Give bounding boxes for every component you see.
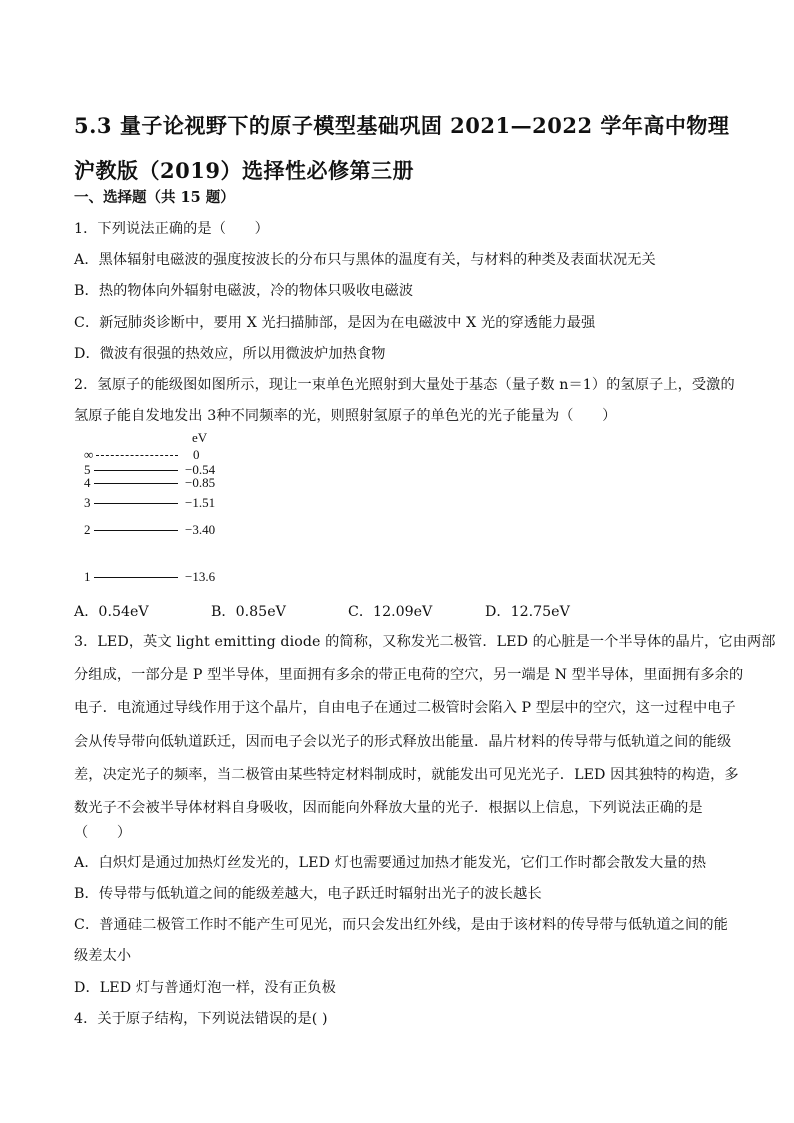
q1-option-b: B．热的物体向外辐射电磁波，冷的物体只吸收电磁波 <box>74 283 414 299</box>
level-line-3 <box>94 503 178 504</box>
document-title: 5.3 量子论视野下的原子模型基础巩固 2021—2022 学年高中物理沪教版（2019）选择性必修第三册 <box>74 113 730 183</box>
section-heading: 一、选择题（共 15 题） <box>74 189 235 206</box>
level-energy-1: −13.6 <box>185 569 216 584</box>
q3-line-6: 数光子不会被半导体材料自身吸收，因而能向外释放大量的光子．根据以上信息，下列说法正确的是 <box>74 800 703 816</box>
q3-option-c-line2: 级差太小 <box>74 948 132 964</box>
energy-level-diagram <box>84 430 234 590</box>
q3-option-a: A．白炽灯是通过加热灯丝发光的，LED 灯也需要通过加热才能发光，它们工作时都会散发大量的热 <box>74 855 707 871</box>
q3-line-2: 分组成，一部分是 P 型半导体，里面拥有多余的带正电荷的空穴，另一端是 N 型半导体，里面拥有多余的 <box>74 667 744 683</box>
level-energy-2: −3.40 <box>185 522 216 537</box>
level-label-4: 4 <box>84 475 91 490</box>
level-energy-4: −0.85 <box>185 475 216 490</box>
q3-line-4: 会从传导带向低轨道跃迁，因而电子会以光子的形式释放出能量．晶片材料的传导带与低轨道之间的能级 <box>74 734 732 750</box>
q2-option-d: D．12.75eV <box>485 604 570 620</box>
level-label-3: 3 <box>84 495 91 510</box>
level-label-5: 5 <box>84 462 91 477</box>
q2-option-a: A．0.54eV <box>74 604 149 620</box>
level-line-5 <box>94 470 178 471</box>
q2-stem-line2: 氢原子能自发地发出 3种不同频率的光，则照射氢原子的单色光的光子能量为（ ） <box>74 408 617 424</box>
q3-option-c-line1: C．普通硅二极管工作时不能产生可见光，而只会发出红外线，是由于该材料的传导带与低轨道之间的能 <box>74 917 728 933</box>
q1-option-d: D．微波有很强的热效应，所以用微波炉加热食物 <box>74 346 386 362</box>
q3-line-1: 3．LED，英文 light emitting diode 的简称，又称发光二极管．LED 的心脏是一个半导体的晶片，它由两部 <box>74 634 776 650</box>
q3-option-d: D．LED 灯与普通灯泡一样，没有正负极 <box>74 980 336 996</box>
q2-option-b: B．0.85eV <box>211 604 286 620</box>
level-label-infinity: ∞ <box>84 447 94 462</box>
level-label-2: 2 <box>84 522 91 537</box>
level-energy-3: −1.51 <box>185 495 216 510</box>
level-label-1: 1 <box>84 569 91 584</box>
q3-line-3: 电子．电流通过导线作用于这个晶片，自由电子在通过二极管时会陷入 P 型层中的空穴，这一过程中电子 <box>74 700 736 716</box>
level-line-1 <box>94 577 178 578</box>
level-line-2 <box>94 530 178 531</box>
q2-option-c: C．12.09eV <box>348 604 433 620</box>
q4-stem: 4．关于原子结构，下列说法错误的是( ) <box>74 1011 328 1027</box>
q3-line-7: （ ） <box>74 825 132 841</box>
q1-option-c: C．新冠肺炎诊断中，要用 X 光扫描肺部，是因为在电磁波中 X 光的穿透能力最强 <box>74 315 596 331</box>
q1-stem: 1．下列说法正确的是（ ） <box>74 221 269 237</box>
level-energy-5: −0.54 <box>185 462 216 477</box>
q1-option-a: A．黑体辐射电磁波的强度按波长的分布只与黑体的温度有关，与材料的种类及表面状况无关 <box>74 252 656 268</box>
q2-stem-line1: 2．氢原子的能级图如图所示，现让一束单色光照射到大量处于基态（量子数 n＝1）的氢原子上，受激的 <box>74 377 735 393</box>
level-line-4 <box>94 483 178 484</box>
q3-option-b: B．传导带与低轨道之间的能级差越大，电子跃迁时辐射出光子的波长越长 <box>74 886 542 902</box>
level-line-infinity <box>96 455 178 456</box>
energy-unit-label: eV <box>192 430 208 445</box>
q3-line-5: 差，决定光子的频率，当二极管由某些特定材料制成时，就能发出可见光光子．LED 因其独特的构造，多 <box>74 767 739 783</box>
level-energy-infinity: 0 <box>193 447 200 462</box>
